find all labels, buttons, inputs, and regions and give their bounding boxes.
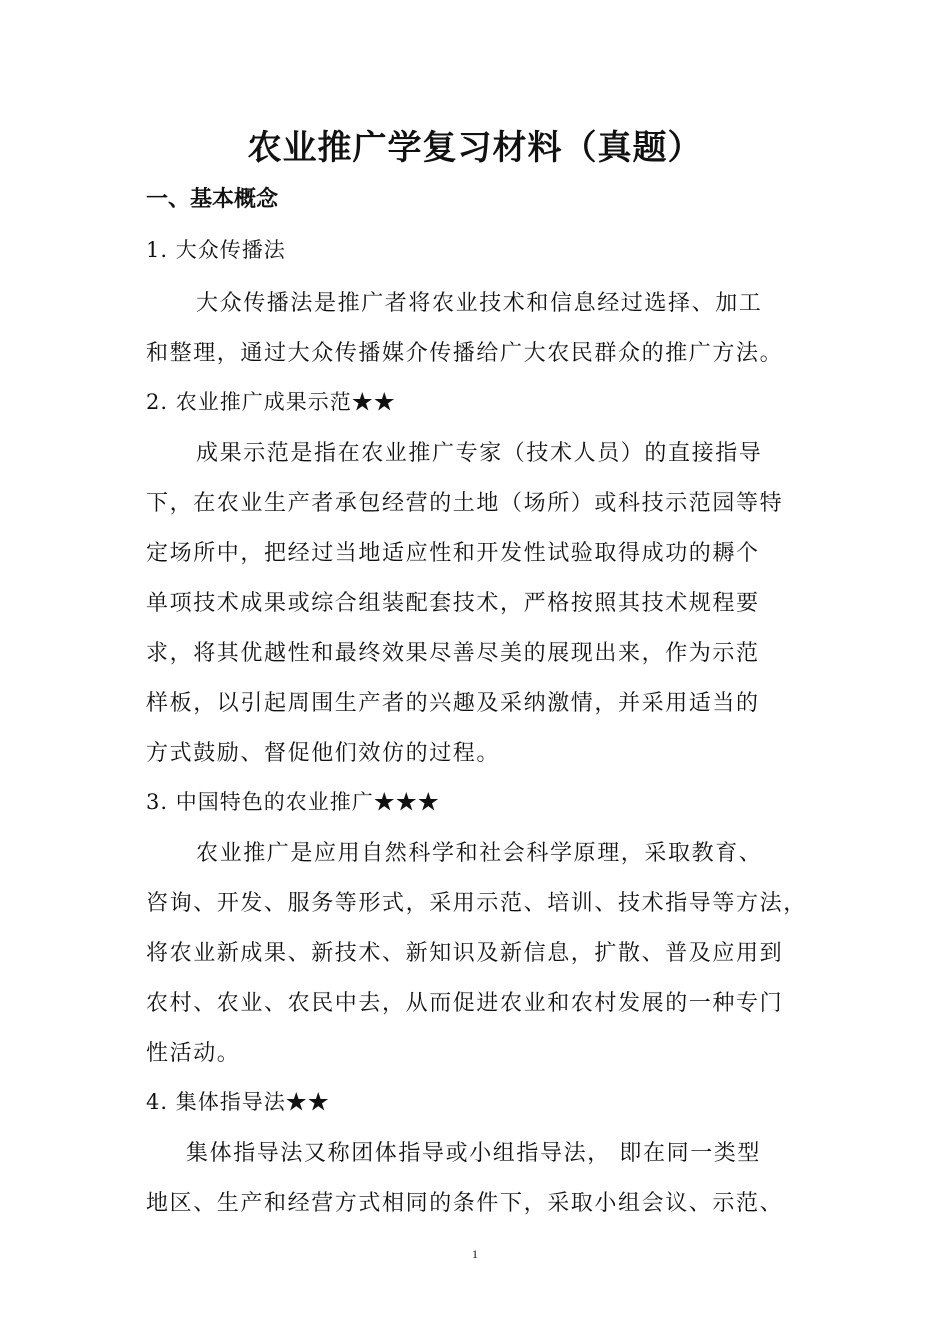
- paragraph-line: 集体指导法又称团体指导或小组指导法， 即在同一类型: [186, 1141, 761, 1166]
- item-heading-4: 4. 集体指导法★★: [146, 1090, 330, 1114]
- paragraph-line: 和整理，通过大众传播媒介传播给广大农民群众的推广方法。: [146, 341, 784, 366]
- paragraph-line: 下，在农业生产者承包经营的土地（场所）或科技示范园等特: [146, 491, 784, 516]
- paragraph-line: 求，将其优越性和最终效果尽善尽美的展现出来，作为示范: [146, 641, 760, 666]
- paragraph-line: 农业推广是应用自然科学和社会科学原理，采取教育、: [196, 841, 763, 866]
- paragraph-line: 性活动。: [146, 1041, 241, 1066]
- item-heading-3: 3. 中国特色的农业推广★★★: [146, 790, 440, 814]
- paragraph-line: 单项技术成果或综合组装配套技术，严格按照其技术规程要: [146, 591, 760, 616]
- paragraph-line: 成果示范是指在农业推广专家（技术人员）的直接指导: [196, 441, 763, 466]
- item-heading-2: 2. 农业推广成果示范★★: [146, 390, 396, 414]
- page-number: 1: [472, 1247, 478, 1261]
- paragraph-line: 农村、农业、农民中去，从而促进农业和农村发展的一种专门: [146, 991, 784, 1016]
- item-heading-1: 1. 大众传播法: [146, 238, 286, 262]
- paragraph-line: 样板，以引起周围生产者的兴趣及采纳激情，并采用适当的: [146, 691, 760, 716]
- paragraph-line: 定场所中，把经过当地适应性和开发性试验取得成功的耨个: [146, 541, 760, 566]
- paragraph-line: 将农业新成果、新技术、新知识及新信息，扩散、普及应用到: [146, 941, 784, 966]
- paragraph-line: 咨询、开发、服务等形式，采用示范、培训、技术指导等方法，: [146, 891, 807, 916]
- section-heading: 一、基本概念: [146, 187, 279, 212]
- paragraph-line: 方式鼓励、督促他们效仿的过程。: [146, 741, 501, 766]
- paragraph-line: 地区、生产和经营方式相同的条件下，采取小组会议、示范、: [146, 1191, 784, 1216]
- document-title: 农业推广学复习材料（真题）: [247, 128, 703, 168]
- paragraph-line: 大众传播法是推广者将农业技术和信息经过选择、加工: [196, 291, 763, 316]
